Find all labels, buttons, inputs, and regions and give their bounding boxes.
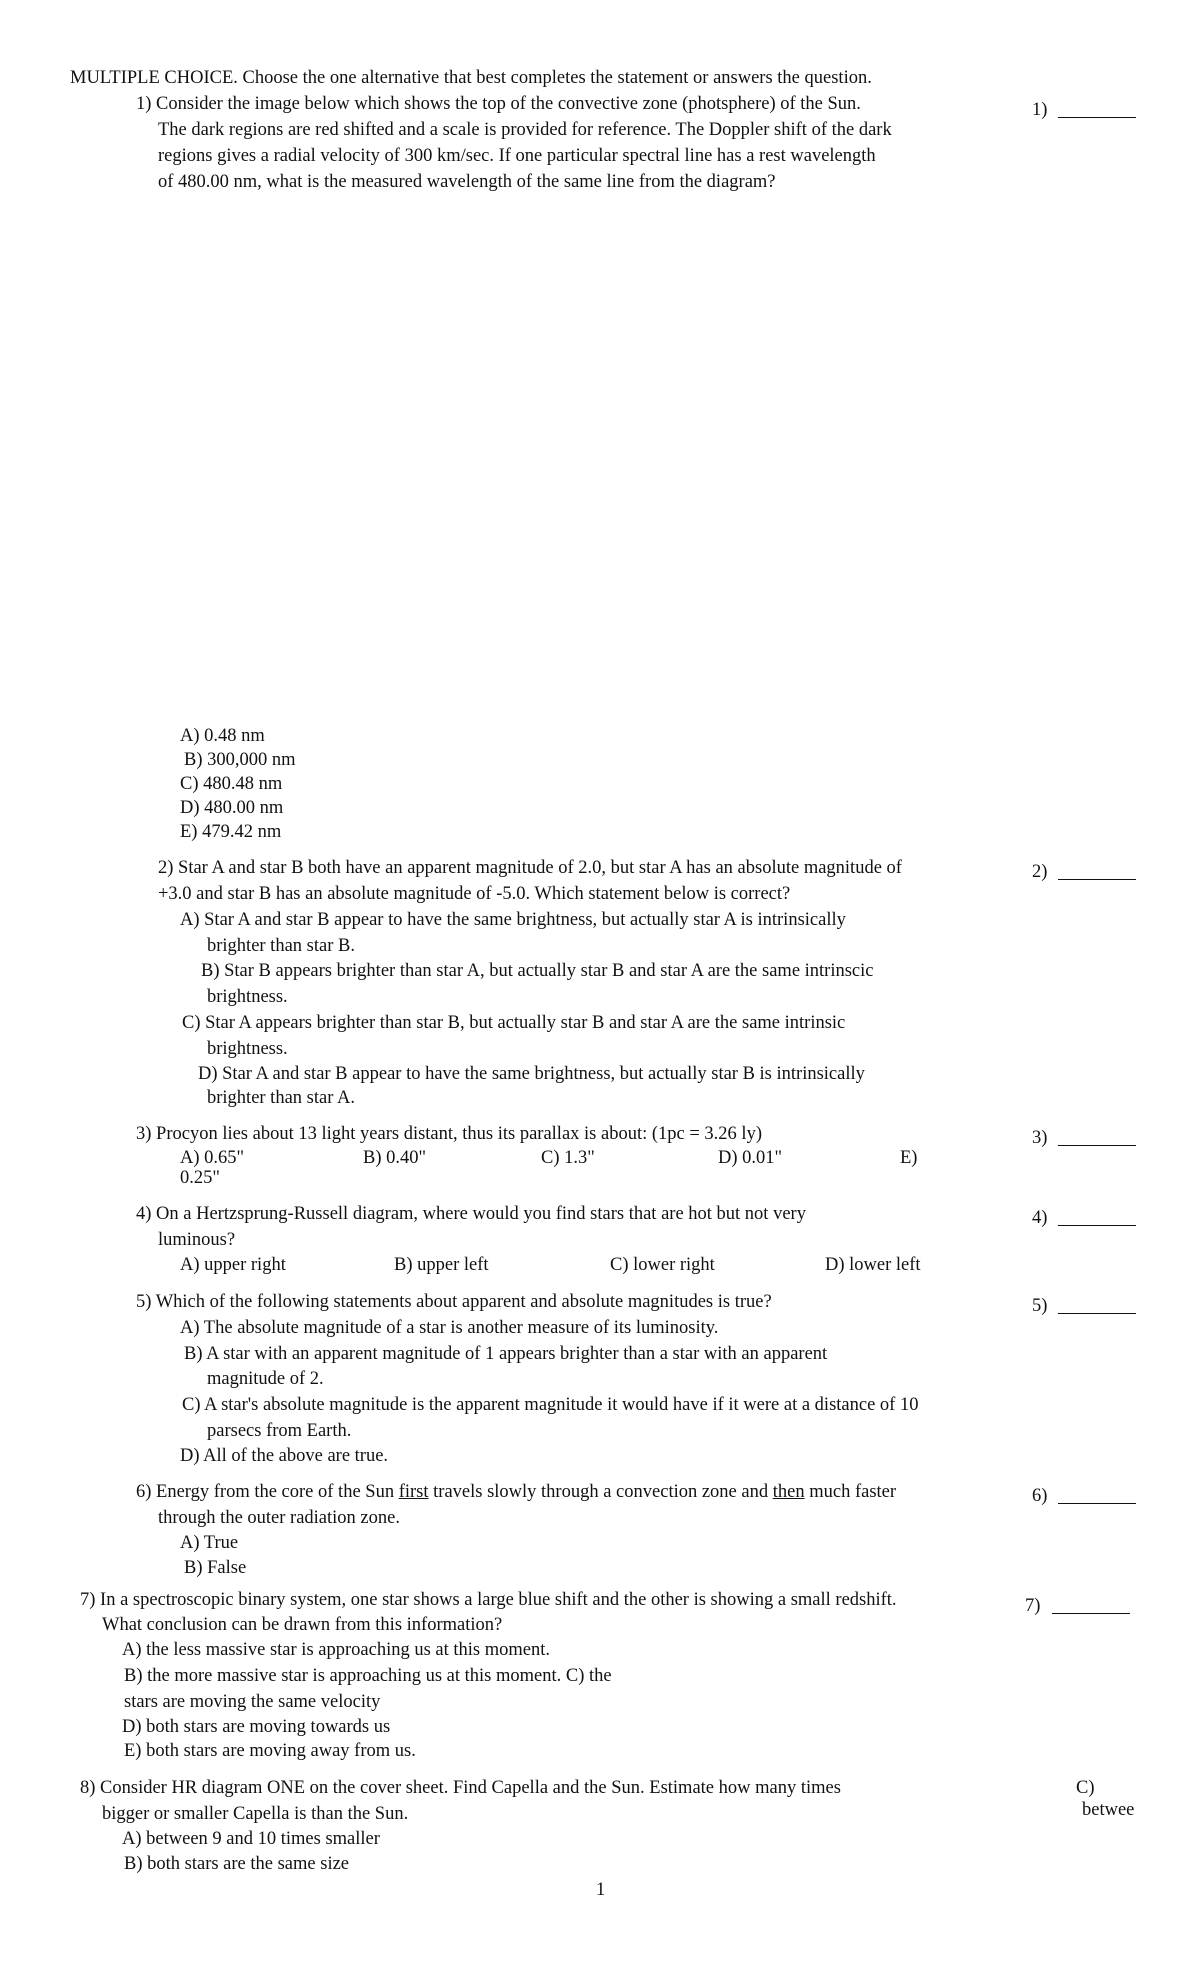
q5-choice-b-cont: magnitude of 2. xyxy=(207,1369,324,1389)
q4-choice-c: C) lower right xyxy=(610,1255,715,1275)
q2-choice-d-cont: brighter than star A. xyxy=(207,1088,355,1108)
answer-label-1: 1) xyxy=(1032,100,1048,120)
q3-choice-e: E) xyxy=(900,1148,918,1168)
answer-blank-6[interactable] xyxy=(1058,1503,1136,1504)
q3-choice-d: D) 0.01" xyxy=(718,1148,783,1168)
q7-stem-line-2: What conclusion can be drawn from this information? xyxy=(102,1615,503,1635)
q8-stem-line-1: 8) Consider HR diagram ONE on the cover sheet. Find Capella and the Sun. Estimate how many times xyxy=(80,1778,841,1798)
q2-choice-d: D) Star A and star B appear to have the same brightness, but actually star B is intrinsically xyxy=(198,1064,865,1084)
q3-choice-b: B) 0.40" xyxy=(363,1148,427,1168)
q2-stem-line-2: +3.0 and star B has an absolute magnitude of -5.0. Which statement below is correct? xyxy=(158,884,791,904)
q5-choice-c: C) A star's absolute magnitude is the apparent magnitude it would have if it were at a distance of 10 xyxy=(182,1395,919,1415)
q4-choice-a: A) upper right xyxy=(180,1255,286,1275)
q8-choice-b: B) both stars are the same size xyxy=(124,1854,350,1874)
page-number: 1 xyxy=(596,1880,606,1900)
q6-stem-line-2: through the outer radiation zone. xyxy=(158,1508,400,1528)
q2-stem-line-1: 2) Star A and star B both have an apparent magnitude of 2.0, but star A has an absolute magnitude of xyxy=(158,858,902,878)
answer-blank-1[interactable] xyxy=(1058,117,1136,118)
q1-choice-d: D) 480.00 nm xyxy=(180,798,284,818)
q8-overflow-text: betwee xyxy=(1082,1800,1135,1820)
q1-stem-line-1: 1) Consider the image below which shows the top of the convective zone (photsphere) of the Sun. xyxy=(136,94,861,114)
answer-label-7: 7) xyxy=(1025,1596,1041,1616)
q8-overflow-choice-c: C) xyxy=(1076,1778,1095,1798)
q1-choice-c: C) 480.48 nm xyxy=(180,774,283,794)
answer-blank-2[interactable] xyxy=(1058,879,1136,880)
q7-choice-b: B) the more massive star is approaching us at this moment. C) the xyxy=(124,1666,612,1686)
answer-label-4: 4) xyxy=(1032,1208,1048,1228)
q7-choice-e: E) both stars are moving away from us. xyxy=(124,1741,416,1761)
q7-stem-line-1: 7) In a spectroscopic binary system, one star shows a large blue shift and the other is showing a small redshift. xyxy=(80,1590,897,1610)
instructions: MULTIPLE CHOICE. Choose the one alternative that best completes the statement or answers the question. xyxy=(70,68,872,88)
q3-choice-c: C) 1.3" xyxy=(541,1148,595,1168)
q5-choice-d: D) All of the above are true. xyxy=(180,1446,389,1466)
q4-stem-line-2: luminous? xyxy=(158,1230,236,1250)
q5-stem: 5) Which of the following statements about apparent and absolute magnitudes is true? xyxy=(136,1292,772,1312)
q3-choice-a: A) 0.65" xyxy=(180,1148,245,1168)
q3-choice-e-value: 0.25" xyxy=(180,1168,220,1188)
q2-choice-a: A) Star A and star B appear to have the same brightness, but actually star A is intrinsically xyxy=(180,910,846,930)
answer-blank-7[interactable] xyxy=(1052,1613,1130,1614)
answer-blank-5[interactable] xyxy=(1058,1313,1136,1314)
q7-choice-a: A) the less massive star is approaching us at this moment. xyxy=(122,1640,550,1660)
q4-choice-d: D) lower left xyxy=(825,1255,921,1275)
q5-choice-a: A) The absolute magnitude of a star is another measure of its luminosity. xyxy=(180,1318,719,1338)
q5-choice-b: B) A star with an apparent magnitude of 1 appears brighter than a star with an apparent xyxy=(184,1344,828,1364)
q2-choice-b: B) Star B appears brighter than star A, but actually star B and star A are the same intrinscic xyxy=(201,961,874,981)
answer-blank-4[interactable] xyxy=(1058,1225,1136,1226)
answer-label-6: 6) xyxy=(1032,1486,1048,1506)
q1-stem-line-4: of 480.00 nm, what is the measured wavelength of the same line from the diagram? xyxy=(158,172,776,192)
q6-stem-line-1: 6) Energy from the core of the Sun first travels slowly through a convection zone and then much faster xyxy=(136,1482,897,1502)
q1-choice-b: B) 300,000 nm xyxy=(184,750,296,770)
q3-stem: 3) Procyon lies about 13 light years distant, thus its parallax is about: (1pc = 3.26 ly) xyxy=(136,1124,762,1144)
q5-choice-c-cont: parsecs from Earth. xyxy=(207,1421,352,1441)
answer-blank-3[interactable] xyxy=(1058,1145,1136,1146)
q1-choice-a: A) 0.48 nm xyxy=(180,726,265,746)
q1-stem-line-2: The dark regions are red shifted and a scale is provided for reference. The Doppler shift of the dark xyxy=(158,120,892,140)
q6-choice-b: B) False xyxy=(184,1558,247,1578)
q7-choice-c-cont: stars are moving the same velocity xyxy=(124,1692,381,1712)
q2-choice-b-cont: brightness. xyxy=(207,987,288,1007)
q4-choice-b: B) upper left xyxy=(394,1255,489,1275)
q2-choice-c-cont: brightness. xyxy=(207,1039,288,1059)
q1-stem-line-3: regions gives a radial velocity of 300 km/sec. If one particular spectral line has a rest wavelength xyxy=(158,146,876,166)
q4-stem-line-1: 4) On a Hertzsprung-Russell diagram, where would you find stars that are hot but not very xyxy=(136,1204,806,1224)
q8-stem-line-2: bigger or smaller Capella is than the Sun. xyxy=(102,1804,409,1824)
q7-choice-d: D) both stars are moving towards us xyxy=(122,1717,391,1737)
q2-choice-a-cont: brighter than star B. xyxy=(207,936,355,956)
q2-choice-c: C) Star A appears brighter than star B, but actually star B and star A are the same intrinsic xyxy=(182,1013,846,1033)
answer-label-5: 5) xyxy=(1032,1296,1048,1316)
answer-label-3: 3) xyxy=(1032,1128,1048,1148)
q8-choice-a: A) between 9 and 10 times smaller xyxy=(122,1829,380,1849)
answer-label-2: 2) xyxy=(1032,862,1048,882)
q1-choice-e: E) 479.42 nm xyxy=(180,822,282,842)
q6-choice-a: A) True xyxy=(180,1533,239,1553)
